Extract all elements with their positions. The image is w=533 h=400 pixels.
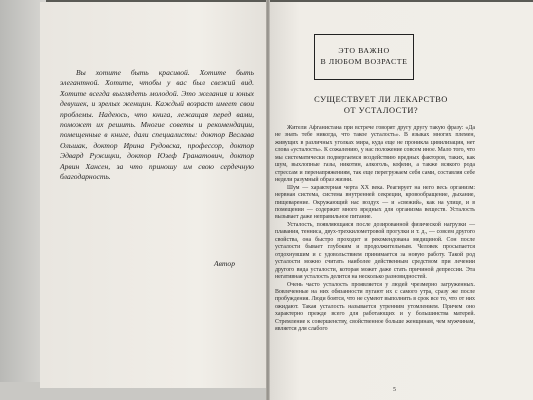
paragraph: Шум — характерная черта XX века. Реагирует на него весь организм: нервная система, система внутренней секреции, кровообращение, дыхание, пищеварение. Окружающий нас воздух — и «свежий», как на улице, и в помещении — содержит много вредных для организма веществ. Усталость вызывает даже неправильное питание.: [275, 184, 475, 221]
paragraph: Жители Афганистана при встрече говорят другу другу такую фразу: «Да не знать тебе никогда, что такое усталость». В языках многих племен, живущих в различных уголках мира, куда еще не проникла цивилизация, нет слова «усталость». К сожалению, у нас положение совсем иное. Мало того, что мы систематически подвергаемся воздействию вредных факторов, таких, как шум, выхлопные газы, никотин, алкоголь, кофеин, а также всякого рода стрессам и перенапряжениям, так еще перегружаем себя сами, составляя себе недели разумный образ жизни.: [275, 125, 475, 184]
chapter-heading: [296, 94, 466, 116]
section-title-box: [314, 34, 414, 80]
section-title-line-1: ЭТО ВАЖНО: [338, 46, 390, 55]
book-spine: [266, 0, 270, 400]
page-number: 5: [393, 387, 396, 393]
paragraph: Усталость, появляющаяся после дозированной физической нагрузки — плавания, тенниса, двух-трехкилометровой прогулки и т. д., — совсем другого свойства, она быстро проходит и рекомендована медициной. Сон после усталости бывает глубоким и продолжительным. Человек просыпается отдохнувшим и с удовольствием принимается за новую работу. Такой род усталости можно считать наиболее действенным средством при лечении другого вида усталости, которая может даже стать причиной депрессии. Эта негативная усталость делится на несколько разновидностей.: [275, 221, 475, 281]
body-text: [275, 125, 475, 334]
epigraph-text: Вы хотите быть красивой. Хотите быть элегантной. Хотите, чтобы у вас был свежий вид. Хотите всегда выглядеть молодой. Это желания и юных девушек, и зрелых женщин. Каждый возраст имеет свои проблемы. Надеюсь, что книга, лежащая перед вами, поможет их решить. Многие советы и рекомендации, помещенные в книге, дали специалисты: доктор Веслава Ольшак, доктор Ирина Рудовска, профессор, доктор Эдвард Ружицки, доктор Юзеф Гранатович, доктор Арвин Хансен, за что приношу им свою сердечную благодарность.: [60, 68, 254, 182]
left-page: [40, 2, 268, 388]
chapter-heading-line-1: СУЩЕСТВУЕТ ЛИ ЛЕКАРСТВО: [314, 95, 448, 104]
author-signature: Автор: [214, 259, 236, 268]
chapter-heading-line-2: ОТ УСТАЛОСТИ?: [343, 106, 419, 115]
epigraph: [60, 68, 254, 182]
section-title-line-2: В ЛЮБОМ ВОЗРАСТЕ: [320, 57, 408, 66]
paragraph: Очень часто усталость проявляется у людей чрезмерно загруженных. Вовлеченные на них обязанности пугают их с самого утра, сразу же после пробуждения. Люди боятся, что не сумеют выполнить в срок все то, что от них ожидают. Такая усталость называется утренним утомлением. Причем оно характерно прежде всего для работающих и у большинства матерей. Стремление к совершенству, свойственное больше женщинам, чем мужчинам, является для слабого: [275, 281, 475, 333]
